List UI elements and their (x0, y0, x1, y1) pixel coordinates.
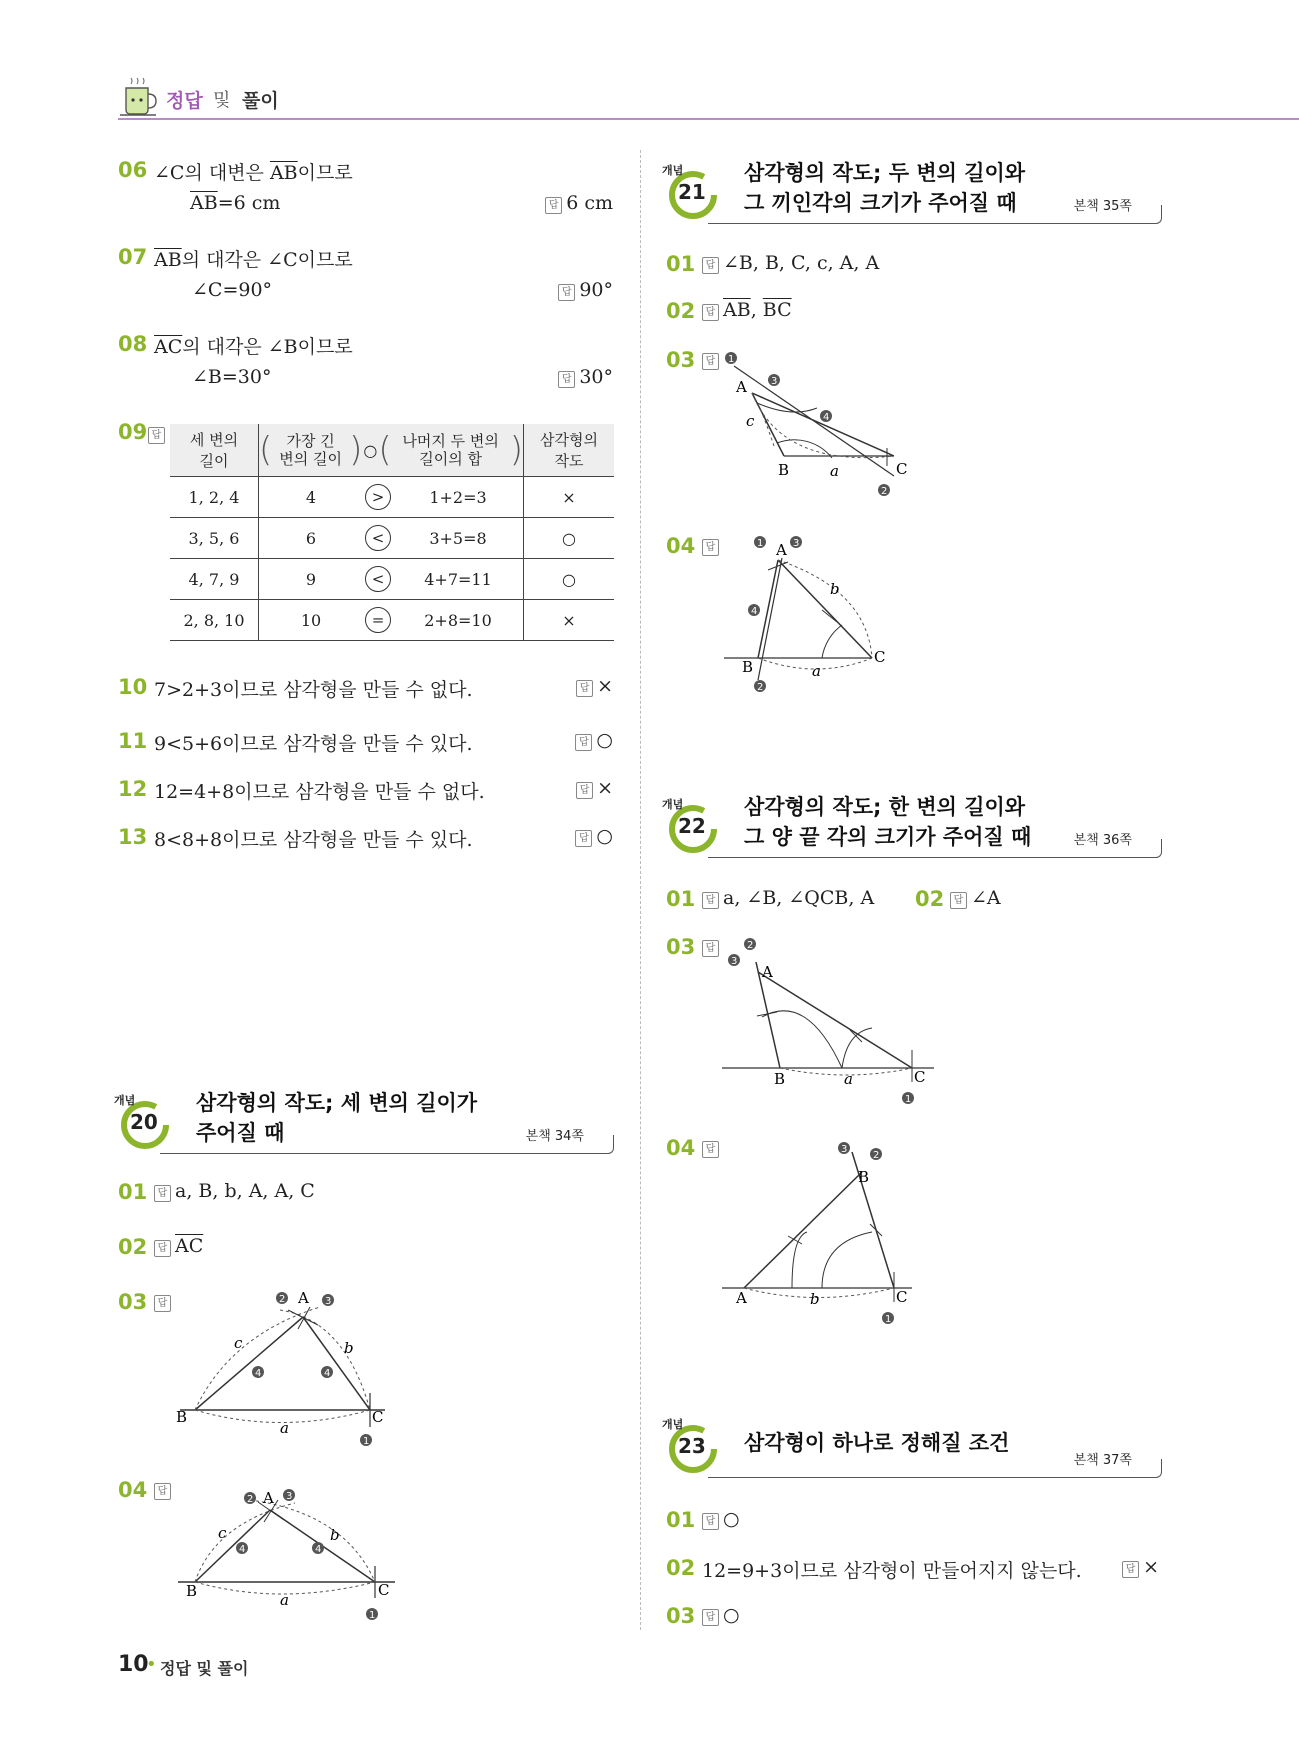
c20-01-number: 01 (118, 1180, 148, 1204)
c22-01-answer: 답 a, ∠B, ∠QCB, A (702, 887, 874, 909)
q09-h-sides: 세 변의 길이 (170, 424, 259, 477)
svg-text:4: 4 (823, 412, 830, 423)
concept-number: 20 (130, 1110, 158, 1134)
c23-02-text: 12=9+3이므로 삼각형이 만들어지지 않는다. (702, 1560, 1082, 1582)
svg-text:1: 1 (905, 1094, 912, 1105)
q12-answer: 답 × (576, 777, 613, 799)
c20-02-number: 02 (118, 1235, 148, 1259)
svg-text:3: 3 (793, 538, 800, 549)
svg-text:a: a (812, 662, 821, 680)
compare-circle: ○ (363, 440, 378, 460)
q13-number: 13 (118, 825, 148, 849)
q09-number: 09 (118, 420, 148, 444)
svg-text:b: b (830, 580, 840, 598)
header-mid: 및 (213, 90, 231, 111)
svg-text:a: a (280, 1591, 289, 1609)
q09-h-result: 삼각형의 작도 (524, 424, 615, 477)
svg-text:C: C (874, 648, 886, 666)
q12-text: 12=4+8이므로 삼각형을 만들 수 없다. (154, 781, 485, 803)
svg-text:b: b (344, 1339, 354, 1357)
c21-01-answer: 답 ∠B, B, C, c, A, A (702, 252, 879, 274)
svg-text:4: 4 (751, 606, 758, 617)
svg-text:b: b (330, 1526, 340, 1544)
svg-text:A: A (776, 541, 787, 559)
c22-01-number: 01 (666, 887, 696, 911)
svg-text:a: a (830, 462, 839, 480)
svg-text:2: 2 (873, 1150, 880, 1161)
c20-02-answer: 답 $\overline{AC}$ (154, 1235, 203, 1257)
table-row: 2, 8, 10 10 = 2+8=10 × (170, 600, 614, 641)
header-rule (118, 118, 1299, 120)
q13-answer: 답 ○ (575, 825, 613, 847)
svg-text:2: 2 (279, 1294, 286, 1305)
concept-23-header: 개념 23 삼각형이 하나로 정해질 조건 본책 37쪽 (668, 1412, 1162, 1478)
concept-page-ref: 본책 37쪽 (1073, 1453, 1132, 1468)
concept-page-ref: 본책 36쪽 (1073, 833, 1132, 848)
svg-text:2: 2 (881, 486, 888, 497)
svg-text:1: 1 (728, 354, 735, 365)
q06-number: 06 (118, 158, 148, 182)
concept-number: 21 (678, 180, 706, 204)
svg-text:3: 3 (731, 956, 738, 967)
svg-text:A: A (298, 1289, 309, 1307)
q09-h-compare-inner: ( 가장 긴 변의 길이 ) ○ ( 나머지 두 변의 길이의 합 ) (259, 430, 523, 470)
compare-symbol: < (365, 566, 391, 592)
q08-answer: 답 30° (558, 366, 613, 388)
concept-page-ref: 본책 34쪽 (525, 1129, 584, 1144)
svg-text:a: a (280, 1419, 289, 1437)
c23-03-answer: 답 ○ (702, 1604, 740, 1626)
q07-line1: $\overline{AB}$의 대각은 ∠C이므로 (154, 249, 353, 271)
compare-symbol: > (365, 484, 391, 510)
svg-text:C: C (378, 1581, 390, 1599)
svg-text:B: B (186, 1582, 198, 1600)
q10-answer: 답 × (576, 675, 613, 697)
svg-text:A: A (736, 378, 747, 396)
mug-icon (118, 74, 162, 120)
c21-03-number: 03 (666, 348, 696, 372)
concept-title: 삼각형이 하나로 정해질 조건 (744, 1431, 1010, 1455)
concept-title: 삼각형의 작도; 두 변의 길이와 그 끼인각의 크기가 주어질 때 (744, 161, 1026, 215)
c21-01-number: 01 (666, 252, 696, 276)
c23-01-number: 01 (666, 1508, 696, 1532)
q12-number: 12 (118, 777, 148, 801)
svg-text:4: 4 (255, 1368, 262, 1379)
svg-text:1: 1 (757, 538, 764, 549)
svg-text:C: C (914, 1068, 926, 1086)
svg-text:b: b (810, 1290, 820, 1308)
c21-04-diagram (722, 530, 912, 700)
c22-04-number: 04 (666, 1136, 696, 1160)
c22-04-diagram (722, 1132, 952, 1332)
footer-title: 정답 및 풀이 (160, 1659, 249, 1678)
paren-open: ( (259, 430, 273, 470)
concept-20-header: 개념 20 삼각형의 작도; 세 변의 길이가 주어질 때 본책 34쪽 (120, 1088, 614, 1154)
concept-number: 23 (678, 1434, 706, 1458)
c23-03-number: 03 (666, 1604, 696, 1628)
c21-04-number: 04 (666, 534, 696, 558)
c20-04-diagram (170, 1478, 400, 1628)
column-divider (640, 150, 641, 1630)
q09-dap: 답 (148, 424, 169, 444)
svg-text:A: A (263, 1489, 274, 1507)
svg-text:3: 3 (771, 376, 778, 387)
svg-text:C: C (372, 1408, 384, 1426)
q08-number: 08 (118, 332, 148, 356)
page-number: 10 (118, 1652, 149, 1677)
c22-03-number: 03 (666, 935, 696, 959)
c23-02-number: 02 (666, 1556, 696, 1580)
concept-title: 삼각형의 작도; 세 변의 길이가 주어질 때 (196, 1091, 478, 1145)
svg-text:A: A (736, 1289, 747, 1307)
svg-text:1: 1 (363, 1436, 370, 1447)
svg-text:c: c (218, 1524, 227, 1542)
svg-text:1: 1 (885, 1314, 892, 1325)
q07-number: 07 (118, 245, 148, 269)
q10-text: 7>2+3이므로 삼각형을 만들 수 없다. (154, 679, 473, 701)
table-row: 1, 2, 4 4 > 1+2=3 × (170, 477, 614, 518)
q06-answer: 답 6 cm (545, 192, 613, 214)
concept-22-header: 개념 22 삼각형의 작도; 한 변의 길이와 그 양 끝 각의 크기가 주어질 때 본책 36쪽 (668, 792, 1162, 858)
header-prefix: 정답 (166, 90, 203, 112)
q09-header-row (170, 424, 614, 477)
svg-text:B: B (778, 461, 790, 479)
concept-number: 22 (678, 814, 706, 838)
svg-text:A: A (762, 963, 773, 981)
q11-answer: 답 ○ (575, 729, 613, 751)
compare-symbol: = (365, 607, 391, 633)
c23-01-answer: 답 ○ (702, 1508, 740, 1530)
concept-page-ref: 본책 35쪽 (1073, 199, 1132, 214)
svg-text:4: 4 (239, 1544, 246, 1555)
q10-number: 10 (118, 675, 148, 699)
c21-02-answer: 답 $\overline{AB}$, $\overline{BC}$ (702, 299, 792, 321)
svg-text:C: C (896, 460, 908, 478)
svg-text:B: B (774, 1070, 786, 1088)
svg-text:4: 4 (324, 1368, 331, 1379)
q09-h-compare (259, 424, 524, 477)
footer-dot: • (146, 1654, 157, 1675)
paren-close: ) (509, 430, 523, 470)
q11-number: 11 (118, 729, 148, 753)
q08-line1: $\overline{AC}$의 대각은 ∠B이므로 (154, 336, 353, 358)
svg-text:2: 2 (757, 682, 764, 693)
c21-03-diagram (722, 348, 922, 508)
c23-02-answer: 답 × (1122, 1556, 1159, 1578)
svg-text:B: B (742, 658, 754, 676)
svg-text:2: 2 (747, 940, 754, 951)
svg-text:c: c (746, 412, 755, 430)
svg-text:c: c (234, 1334, 243, 1352)
q06-line2: $\overline{AB}=6$ cm (190, 192, 281, 214)
q07-answer: 답 90° (558, 279, 613, 301)
c22-02-number: 02 (915, 887, 945, 911)
q11-text: 9<5+6이므로 삼각형을 만들 수 있다. (154, 733, 473, 755)
table-row: 3, 5, 6 6 < 3+5=8 ○ (170, 518, 614, 559)
header-title: 풀이 (242, 90, 279, 112)
c20-03-number: 03 (118, 1290, 148, 1314)
q09-table (170, 424, 614, 641)
svg-text:B: B (858, 1168, 870, 1186)
q08-line2: ∠B=30° (192, 366, 272, 388)
table-row: 4, 7, 9 9 < 4+7=11 ○ (170, 559, 614, 600)
c22-03-diagram (722, 932, 942, 1112)
compare-symbol: < (365, 525, 391, 551)
concept-21-header: 개념 21 삼각형의 작도; 두 변의 길이와 그 끼인각의 크기가 주어질 때 본책 35쪽 (668, 158, 1162, 224)
svg-text:3: 3 (286, 1491, 293, 1502)
c20-01-answer: 답 a, B, b, A, A, C (154, 1180, 315, 1202)
svg-text:2: 2 (247, 1494, 254, 1505)
svg-text:3: 3 (841, 1144, 848, 1155)
concept-title: 삼각형의 작도; 한 변의 길이와 그 양 끝 각의 크기가 주어질 때 (744, 795, 1032, 849)
svg-text:B: B (176, 1408, 188, 1426)
q07-line2: ∠C=90° (192, 279, 273, 301)
q13-text: 8<8+8이므로 삼각형을 만들 수 있다. (154, 829, 473, 851)
c20-04-number: 04 (118, 1478, 148, 1502)
c22-02-answer: 답 ∠A (950, 887, 1001, 909)
svg-text:1: 1 (369, 1610, 376, 1621)
c21-02-number: 02 (666, 299, 696, 323)
svg-text:4: 4 (315, 1544, 322, 1555)
c20-03-diagram (170, 1285, 400, 1455)
svg-text:a: a (844, 1070, 853, 1088)
q06-line1: ∠C의 대변은 $\overline{AB}$이므로 (154, 162, 353, 184)
svg-text:C: C (896, 1288, 908, 1306)
svg-text:3: 3 (325, 1296, 332, 1307)
